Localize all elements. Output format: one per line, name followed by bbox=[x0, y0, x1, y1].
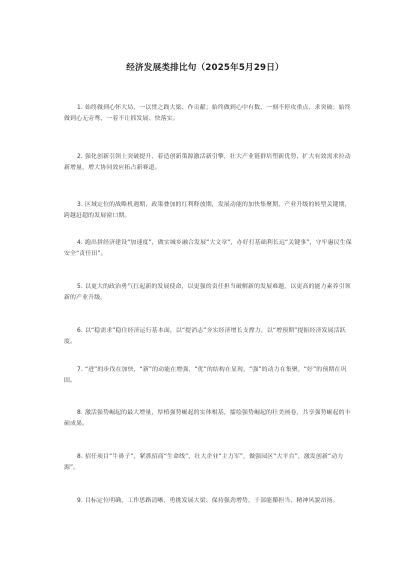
paragraph-2: 2. 强化创新引领上突破提升，着造创新策源激活新引擎，壮大产业链群培塑新优势，扩大有效需求拉动新增量，增大协同效应拓占新赛道。 bbox=[64, 154, 351, 171]
paragraph-10: 9. 目标定位明确、工作思路清晰，勇挑发展大梁、保持强劲增势，干部能攥担当、精神风貌昂扬。 bbox=[77, 498, 339, 504]
paragraph-6: 6. 以“稳需求”稳住经济运行基本面，以“提消志”夯实经济增长支撑力，以“增预期”提振经济发展活跃度。 bbox=[64, 328, 346, 345]
paragraph-5: 5. 以更大的政治勇气扛起新的发展使命，以更强的责任担当破解新的发展难题，以更高的能力素养引领新的产业升级。 bbox=[64, 284, 351, 301]
paragraph-3: 3. 区域定位的战略机遇期，政策叠加的红利释放期，发展动能的加快集聚期，产业升级的转型关键期，跨越赶超的发展窗口期。 bbox=[64, 202, 351, 219]
paragraph-8: 8. 激活强势崛起的最大增量，厚植强势崛起的实体根基，擂绘强势崛起的壮美画卷，共享强势崛起的丰硕成果。 bbox=[64, 410, 351, 427]
paragraph-7: 7. “进”的步伐在加快，“新”的动能在增强，“优”的结构在显现，“强”的动力在集聚，“好”的预期在巩固。 bbox=[64, 367, 347, 384]
paragraph-9: 8. 招任项目“牛鼻子”，紧抓招商“生命线”，壮大企业“主力军”，做强园区“大平台”，激发创新“动力源”。 bbox=[64, 454, 344, 471]
document-title: 经济发展类排比句（2025年5月29日） bbox=[126, 63, 284, 73]
paragraph-4: 4. 跑出拼经济建设“加速度”，做实城乡融合发展“大文章”，办好打基础利长远“关键事”，守牢惠民生保安全“责任田”。 bbox=[64, 240, 352, 257]
paragraph-1: 1. 始终做到心怀大局、一以贯之践大梁、作贡献；始终做到心中有数、一刻不停攻重点、求突破；始终做到心无旁骛、一着不让抓发展、快落实。 bbox=[64, 105, 351, 122]
